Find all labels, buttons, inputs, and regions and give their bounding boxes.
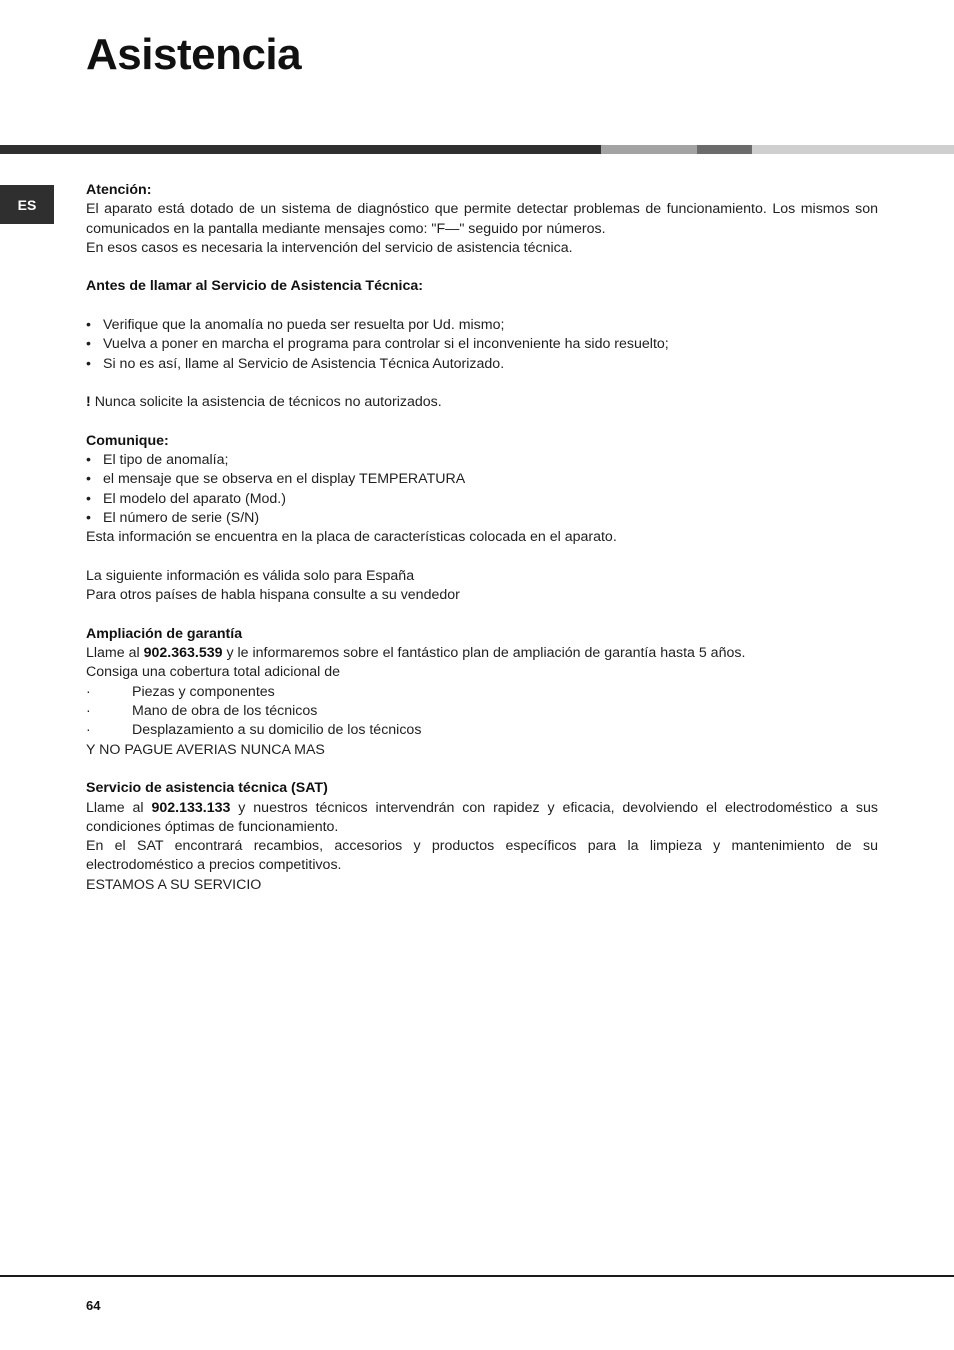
- warranty-heading: Ampliación de garantía: [86, 625, 243, 642]
- language-tab: [0, 185, 54, 224]
- header-rule-light: [752, 145, 954, 154]
- communicate-heading: Comunique:: [86, 432, 169, 449]
- attention-text-2: En esos casos es necesaria la intervención del servicio de asistencia técnica.: [86, 239, 573, 256]
- list-item: · Desplazamiento a su domicilio de los técnicos: [86, 721, 878, 740]
- list-item: • El modelo del aparato (Mod.): [86, 490, 878, 509]
- list-item: • el mensaje que se observa en el display TEMPERATURA: [86, 470, 878, 489]
- sat-text: [86, 799, 878, 838]
- warning-note: [86, 393, 878, 412]
- before-call-list: [86, 316, 878, 374]
- list-item: • Verifique que la anomalía no pueda ser resuelta por Ud. mismo;: [86, 316, 878, 335]
- list-item: · Mano de obra de los técnicos: [86, 702, 878, 721]
- warranty-phone: 902.363.539: [143, 645, 223, 662]
- warning-icon: !: [86, 394, 91, 411]
- sat-phone: 902.133.133: [151, 799, 231, 816]
- footer-rule: [0, 1275, 954, 1277]
- sat-closing: ESTAMOS A SU SERVICIO: [86, 876, 262, 893]
- list-item: • Si no es así, llame al Servicio de Asistencia Técnica Autorizado.: [86, 355, 878, 374]
- list-item: • El número de serie (S/N): [86, 509, 878, 528]
- warranty-items: [86, 683, 878, 741]
- document-body: [86, 181, 878, 895]
- warranty-text-2: Consiga una cobertura total adicional de: [86, 664, 340, 681]
- attention-text: El aparato está dotado de un sistema de diagnóstico que permite detectar problemas de funcionamiento. Los mismos son comunicados en la pantalla mediante mensajes como: "F—" seguido por números.: [86, 201, 878, 237]
- warranty-suffix: y le informaremos sobre el fantástico plan de ampliación de garantía hasta 5 años.: [226, 645, 746, 662]
- spain-info-line-1: La siguiente información es válida solo para España: [86, 567, 415, 584]
- header-rule-dark-segment: [697, 145, 752, 154]
- attention-heading: Atención:: [86, 182, 152, 198]
- list-item: • Vuelva a poner en marcha el programa para controlar si el inconveniente ha sido resuelto;: [86, 335, 878, 354]
- communicate-note: Esta información se encuentra en la placa de características colocada en el aparato.: [86, 529, 617, 546]
- sat-text-2: En el SAT encontrará recambios, accesorios y productos específicos para la limpieza y mantenimiento de su electrodoméstico a precios competitivos.: [86, 838, 878, 874]
- language-label: ES: [17, 196, 37, 213]
- communicate-list: [86, 451, 878, 528]
- page-number: 64: [86, 1298, 101, 1313]
- sat-suffix: y nuestros técnicos intervendrán con rapidez y eficacia, devolviendo el electrodoméstico a sus condiciones óptimas de funcionamiento.: [86, 799, 878, 835]
- warranty-prefix: Llame al: [86, 645, 140, 662]
- before-call-heading: Antes de llamar al Servicio de Asistencia Técnica:: [86, 278, 423, 295]
- header-rule-mid: [601, 145, 697, 154]
- warranty-closing: Y NO PAGUE AVERIAS NUNCA MAS: [86, 741, 325, 758]
- sat-heading: Servicio de asistencia técnica (SAT): [86, 780, 328, 797]
- sat-prefix: Llame al: [86, 799, 144, 816]
- list-item: · Piezas y componentes: [86, 683, 878, 702]
- spain-info-line-2: Para otros países de habla hispana consulte a su vendedor: [86, 587, 460, 604]
- warning-text: Nunca solicite la asistencia de técnicos no autorizados.: [94, 394, 442, 411]
- list-item: • El tipo de anomalía;: [86, 451, 878, 470]
- header-rule-dark: [0, 145, 601, 154]
- page-title: Asistencia: [86, 30, 302, 79]
- warranty-text: [86, 644, 878, 663]
